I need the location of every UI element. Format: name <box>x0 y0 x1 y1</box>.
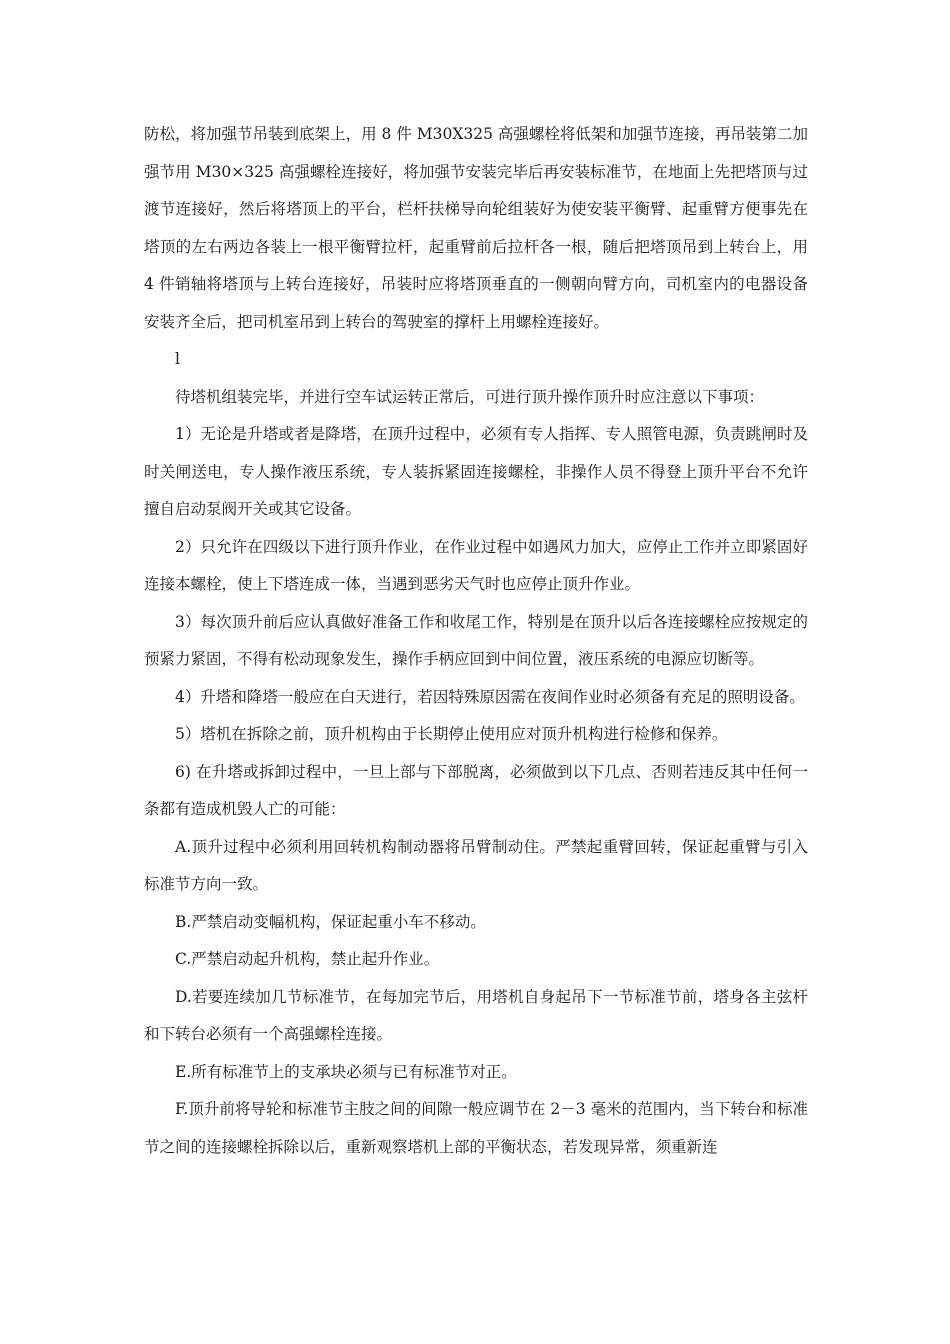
list-item-1: 1）无论是升塔或者是降塔，在顶升过程中，必须有专人指挥、专人照管电源，负责跳闸时及时关闸送电，专人操作液压系统，专人装拆紧固连接螺栓，非操作人员不得登上顶升平台不允许擅自启动泵阀开关或其它设备。 <box>144 425 808 518</box>
sub-item-f: F.顶升前将导轮和标准节主肢之间的间隙一般应调节在 2－3 毫米的范围内，当下转台和标准节之间的连接螺栓拆除以后，重新观察塔机上部的平衡状态，若发现异常，须重新连 <box>144 1100 808 1156</box>
document-body <box>144 116 808 1166</box>
section-marker: l <box>175 350 180 368</box>
sub-item-c: C.严禁启动起升机构，禁止起升作业。 <box>175 950 440 968</box>
sub-item-a: A.顶升过程中必须利用回转机构制动器将吊臂制动住。严禁起重臂回转，保证起重臂与引入标准节方向一致。 <box>144 837 808 893</box>
sub-item-e: E.所有标准节上的支承块必须与已有标准节对正。 <box>175 1062 517 1081</box>
paragraph-continuation: 防松，将加强节吊装到底架上，用 8 件 M30X325 高强螺栓将低架和加强节连接，再吊装第二加强节用 M30×325 高强螺栓连接好，将加强节安装完毕后再安装标准节，在地面上先把塔顶与过渡节连接好，然后将塔顶上的平台，栏杆扶梯导向轮组装好为使安装平衡臂、起重臂方便事先在塔顶的左右两边各装上一根平衡臂拉杆，起重臂前后拉杆各一根，随后把塔顶吊到上转台上，用 4 件销轴将塔顶与上转台连接好，吊装时应将塔顶垂直的一侧朝向臂方向，司机室内的电器设备安装齐全后，把司机室吊到上转台的驾驶室的撑杆上用螺栓连接好。 <box>144 125 808 331</box>
list-item-4: 4）升塔和降塔一般应在白天进行，若因特殊原因需在夜间作业时必须备有充足的照明设备。 <box>175 687 805 706</box>
list-item-5: 5）塔机在拆除之前，顶升机构由于长期停止使用应对顶升机构进行检修和保养。 <box>175 725 728 743</box>
sub-item-b: B.严禁启动变幅机构，保证起重小车不移动。 <box>175 912 486 931</box>
paragraph-intro: 待塔机组装完毕，并进行空车试运转正常后，可进行顶升操作顶升时应注意以下事项： <box>175 387 765 406</box>
sub-item-d: D.若要连续加几节标准节，在每加完节后，用塔机自身起吊下一节标准节前，塔身各主弦杆和下转台必须有一个高强螺栓连接。 <box>144 987 808 1043</box>
list-item-3: 3）每次顶升前后应认真做好准备工作和收尾工作，特别是在顶升以后各连接螺栓应按规定的预紧力紧固，不得有松动现象发生，操作手柄应回到中间位置，液压系统的电源应切断等。 <box>144 612 808 668</box>
list-item-2: 2）只允许在四级以下进行顶升作业，在作业过程中如遇风力加大，应停止工作并立即紧固好连接本螺栓，使上下塔连成一体，当遇到恶劣天气时也应停止顶升作业。 <box>144 537 808 593</box>
list-item-6: 6) 在升塔或拆卸过程中，一旦上部与下部脱离，必须做到以下几点、否则若违反其中任何一条都有造成机毁人亡的可能： <box>144 762 808 818</box>
